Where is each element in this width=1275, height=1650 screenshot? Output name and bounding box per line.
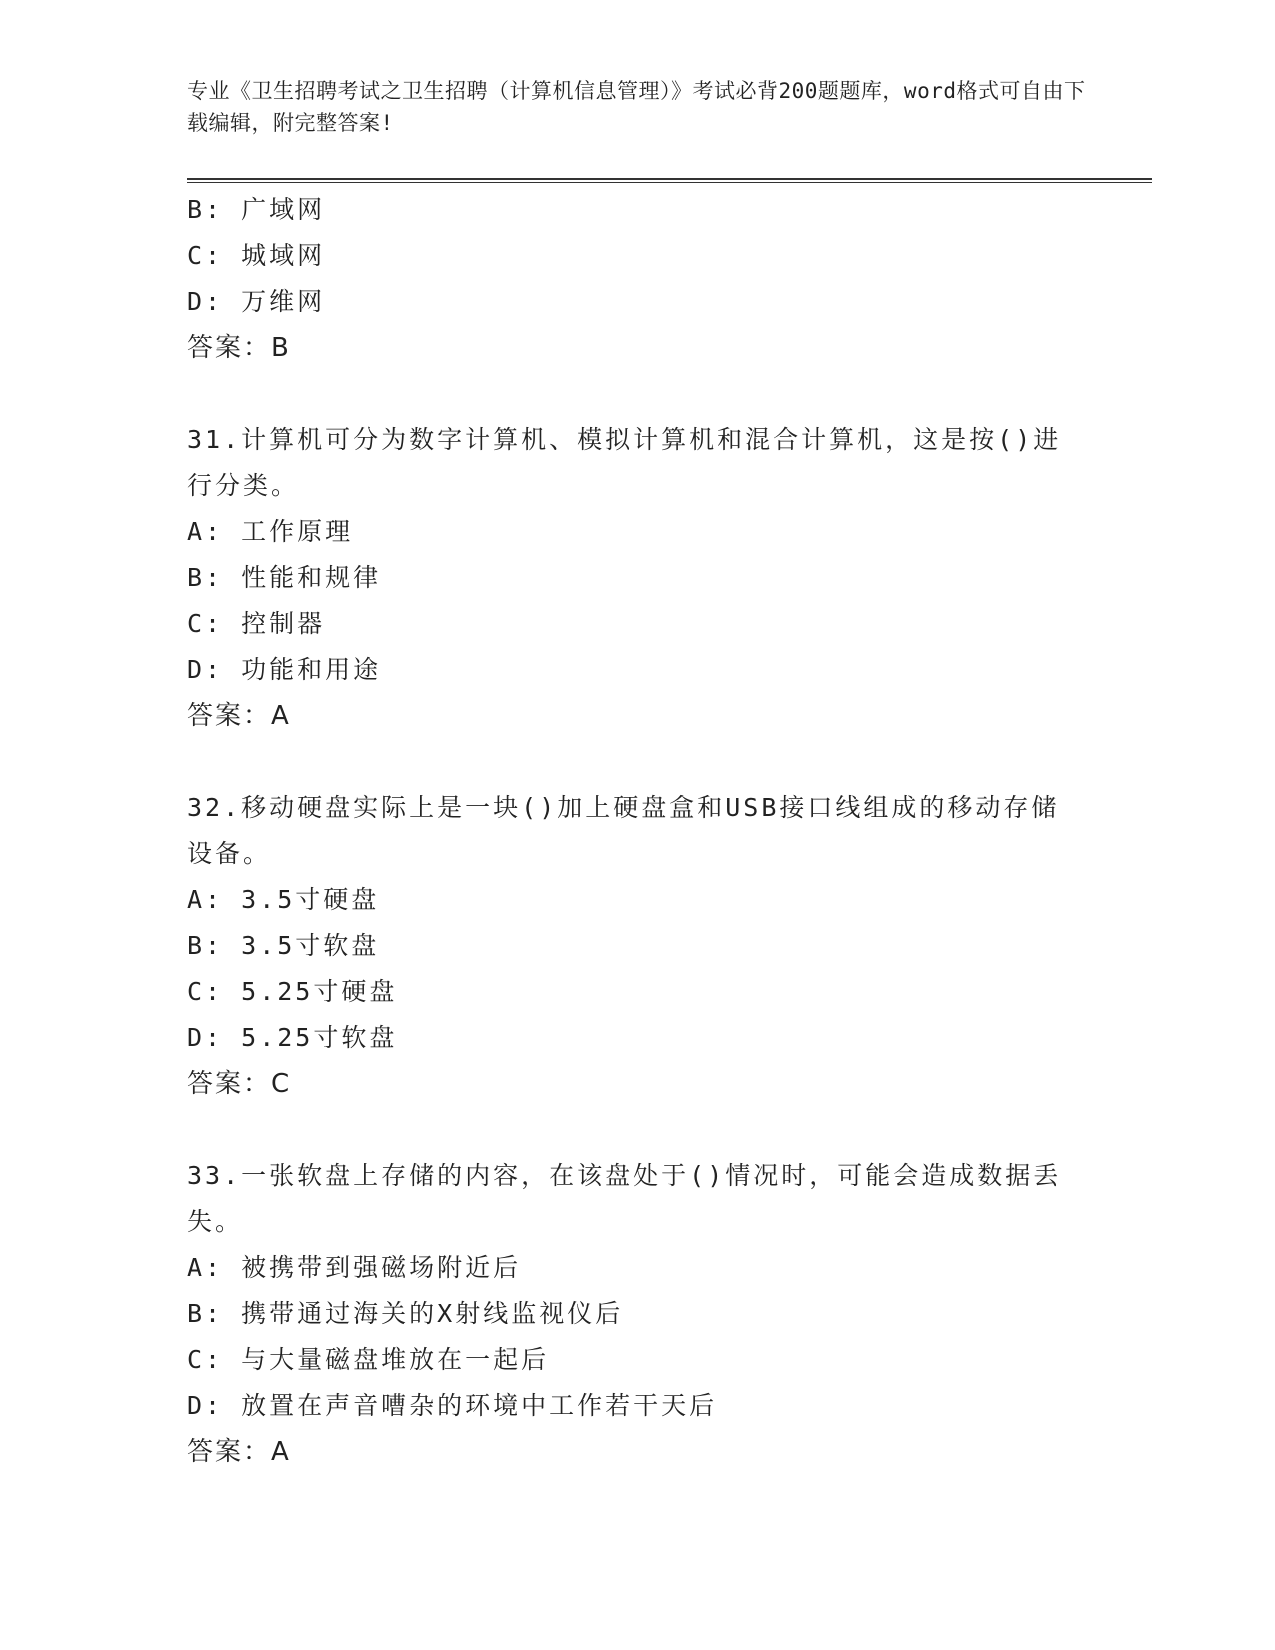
prev-question-block	[187, 187, 1087, 371]
option-d: D: 5.25寸软盘	[187, 1023, 398, 1052]
question-32-block	[187, 785, 1087, 1107]
header-divider	[187, 178, 1152, 183]
option-c: C: 与大量磁盘堆放在一起后	[187, 1345, 550, 1374]
answer-line: 答案：B	[187, 333, 291, 363]
answer-line: 答案：A	[187, 701, 291, 731]
spacer	[187, 739, 1087, 785]
option-a: A: 被携带到强磁场附近后	[187, 1253, 522, 1282]
spacer	[187, 1107, 1087, 1153]
question-31-block	[187, 417, 1087, 739]
option-b: B: 广域网	[187, 195, 326, 224]
option-c: C: 城域网	[187, 241, 326, 270]
option-a: A: 工作原理	[187, 517, 354, 546]
question-text: 32.移动硬盘实际上是一块()加上硬盘盒和USB接口线组成的移动存储设备。	[187, 793, 1060, 868]
answer-line: 答案：C	[187, 1069, 292, 1099]
header-title: 专业《卫生招聘考试之卫生招聘（计算机信息管理）》考试必背200题题库，word格式可自由下载编辑，附完整答案!	[187, 79, 1086, 135]
option-d: D: 功能和用途	[187, 655, 382, 684]
document-header	[187, 75, 1087, 139]
answer-line: 答案：A	[187, 1437, 291, 1467]
question-text: 31.计算机可分为数字计算机、模拟计算机和混合计算机，这是按()进行分类。	[187, 425, 1062, 500]
option-b: B: 3.5寸软盘	[187, 931, 380, 960]
option-d: D: 万维网	[187, 287, 326, 316]
question-text: 33.一张软盘上存储的内容，在该盘处于()情况时，可能会造成数据丢失。	[187, 1161, 1062, 1236]
option-c: C: 控制器	[187, 609, 326, 638]
spacer	[187, 371, 1087, 417]
question-list	[187, 187, 1087, 1475]
option-b: B: 性能和规律	[187, 563, 382, 592]
option-d: D: 放置在声音嘈杂的环境中工作若干天后	[187, 1391, 718, 1420]
option-c: C: 5.25寸硬盘	[187, 977, 398, 1006]
option-b: B: 携带通过海关的X射线监视仪后	[187, 1299, 624, 1328]
question-33-block	[187, 1153, 1087, 1475]
option-a: A: 3.5寸硬盘	[187, 885, 380, 914]
